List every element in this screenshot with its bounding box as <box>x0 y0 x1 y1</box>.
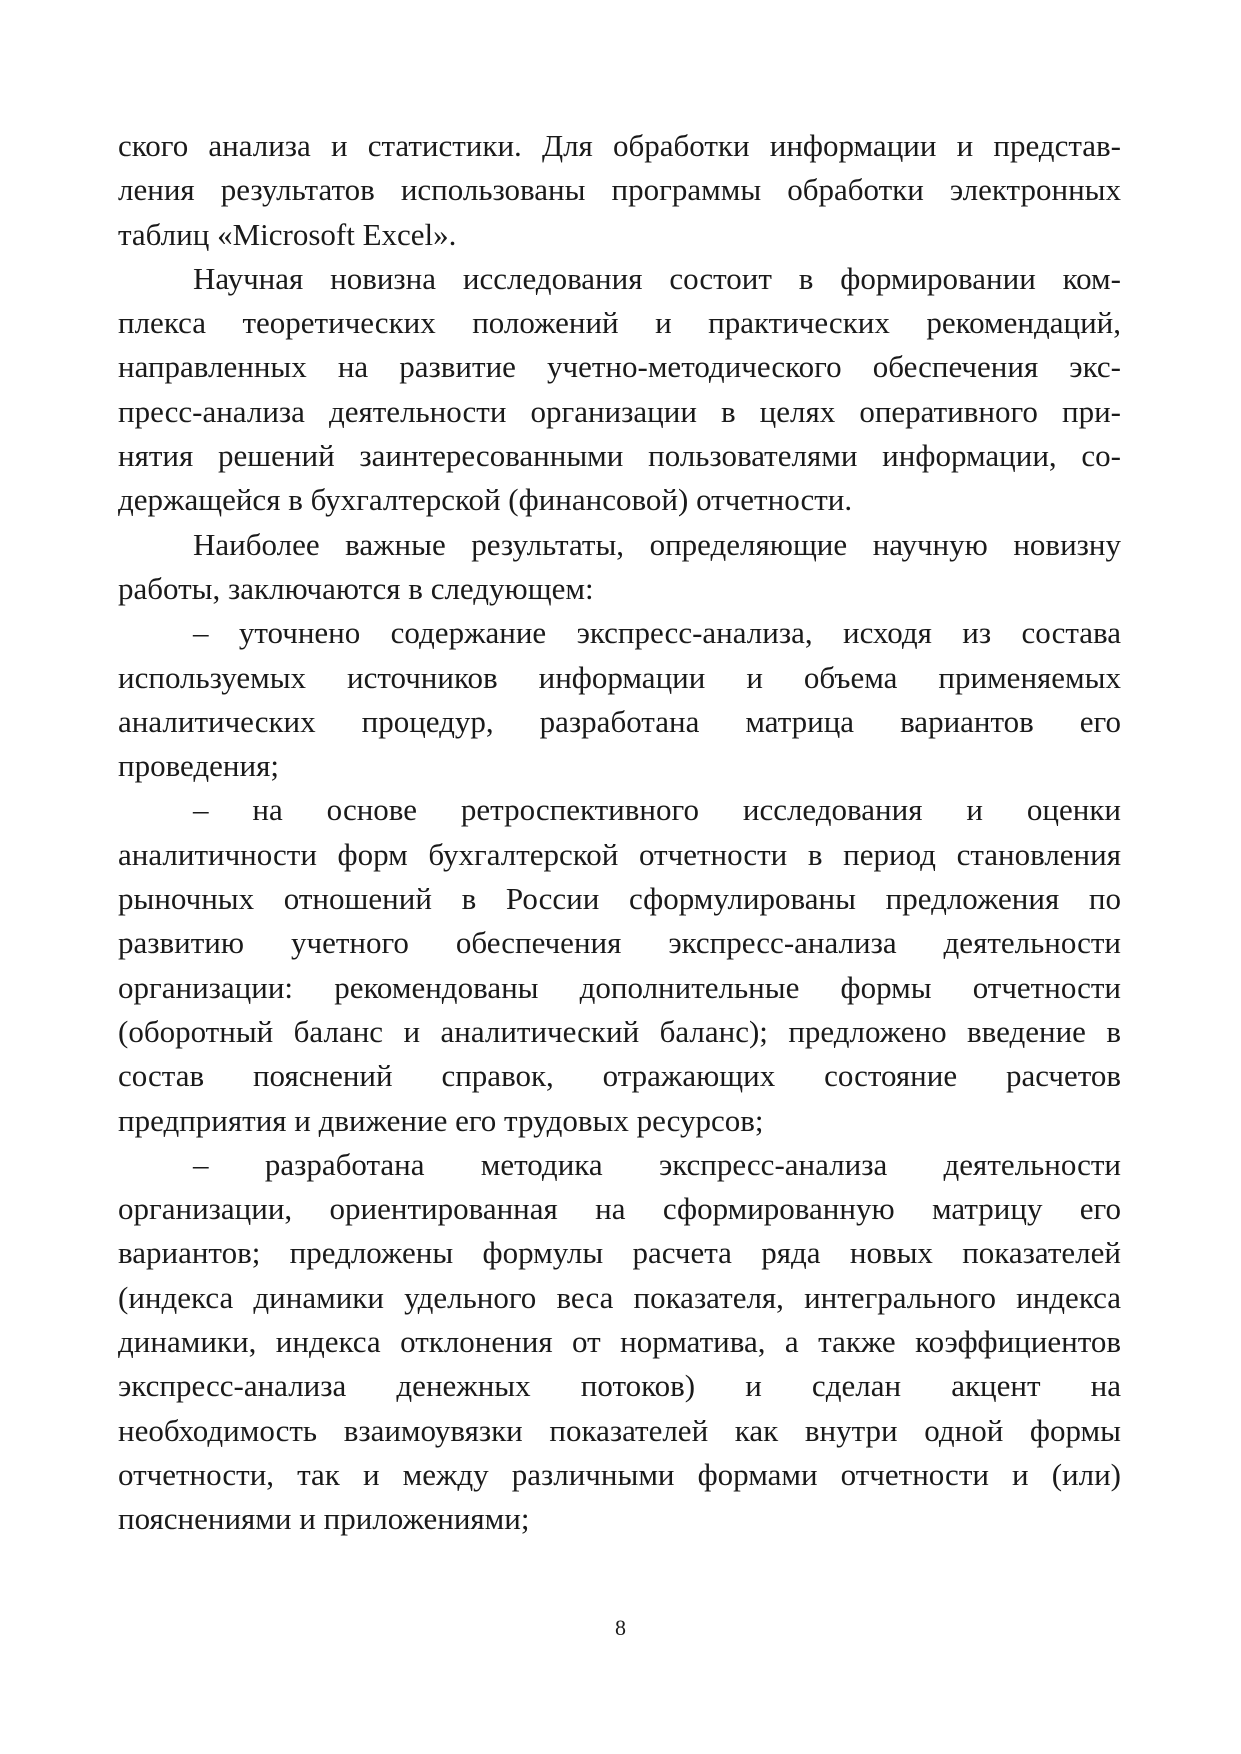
text-line: экспресс-анализа денежных потоков) и сделан акцент на <box>118 1368 1121 1404</box>
text-line: развитию учетного обеспечения экспресс-анализа деятельности <box>118 925 1121 961</box>
body-text <box>118 124 1121 1542</box>
text-line: организации: рекомендованы дополнительные формы отчетности <box>118 969 1121 1005</box>
list-item-retrospective-study <box>118 788 1121 1142</box>
page-number: 8 <box>615 1615 626 1640</box>
paragraph-continuation <box>118 124 1121 257</box>
text-line: ления результатов использованы программы обработки электронных <box>118 172 1121 208</box>
text-line: таблиц «Microsoft Excel». <box>118 216 457 252</box>
text-line: вариантов; предложены формулы расчета ряда новых показателей <box>118 1235 1121 1271</box>
text-line: аналитических процедур, разработана матрица вариантов его <box>118 703 1121 739</box>
text-line: используемых источников информации и объема применяемых <box>118 659 1121 695</box>
text-line: держащейся в бухгалтерской (финансовой) отчетности. <box>118 482 853 518</box>
text-line: – уточнено содержание экспресс-анализа, исходя из состава <box>193 615 1121 651</box>
text-line: необходимость взаимоувязки показателей как внутри одной формы <box>118 1412 1121 1448</box>
text-line: нятия решений заинтересованными пользователями информации, со- <box>118 438 1121 474</box>
text-line: состав пояснений справок, отражающих состояние расчетов <box>118 1058 1121 1094</box>
text-line: пояснениями и приложениями; <box>118 1501 530 1537</box>
text-line: (оборотный баланс и аналитический баланс); предложено введение в <box>118 1013 1121 1049</box>
text-line: проведения; <box>118 748 279 784</box>
list-item-express-analysis-content <box>118 611 1121 788</box>
list-item-methodology <box>118 1143 1121 1542</box>
text-line: Наиболее важные результаты, определяющие научную новизну <box>193 526 1121 562</box>
text-line: Научная новизна исследования состоит в формировании ком- <box>193 260 1121 296</box>
text-line: рыночных отношений в России сформулированы предложения по <box>118 881 1121 917</box>
text-line: – на основе ретроспективного исследования и оценки <box>193 792 1121 828</box>
text-line: (индекса динамики удельного веса показателя, интегрального индекса <box>118 1279 1121 1315</box>
text-line: аналитичности форм бухгалтерской отчетности в период становления <box>118 836 1121 872</box>
text-line: – разработана методика экспресс-анализа деятельности <box>193 1146 1121 1182</box>
text-line: предприятия и движение его трудовых ресурсов; <box>118 1102 764 1138</box>
text-line: динамики, индекса отклонения от норматива, а также коэффициентов <box>118 1324 1121 1360</box>
text-line: отчетности, так и между различными формами отчетности и (или) <box>118 1456 1121 1492</box>
text-line: ского анализа и статистики. Для обработки информации и представ- <box>118 128 1121 163</box>
text-line: плекса теоретических положений и практических рекомендаций, <box>118 305 1121 341</box>
text-line: работы, заключаются в следующем: <box>118 570 594 606</box>
text-line: пресс-анализа деятельности организации в целях оперативного при- <box>118 393 1121 429</box>
paragraph-scientific-novelty <box>118 257 1121 523</box>
paragraph-key-results <box>118 523 1121 612</box>
text-line: организации, ориентированная на сформированную матрицу его <box>118 1191 1121 1227</box>
text-line: направленных на развитие учетно-методического обеспечения экс- <box>118 349 1121 385</box>
